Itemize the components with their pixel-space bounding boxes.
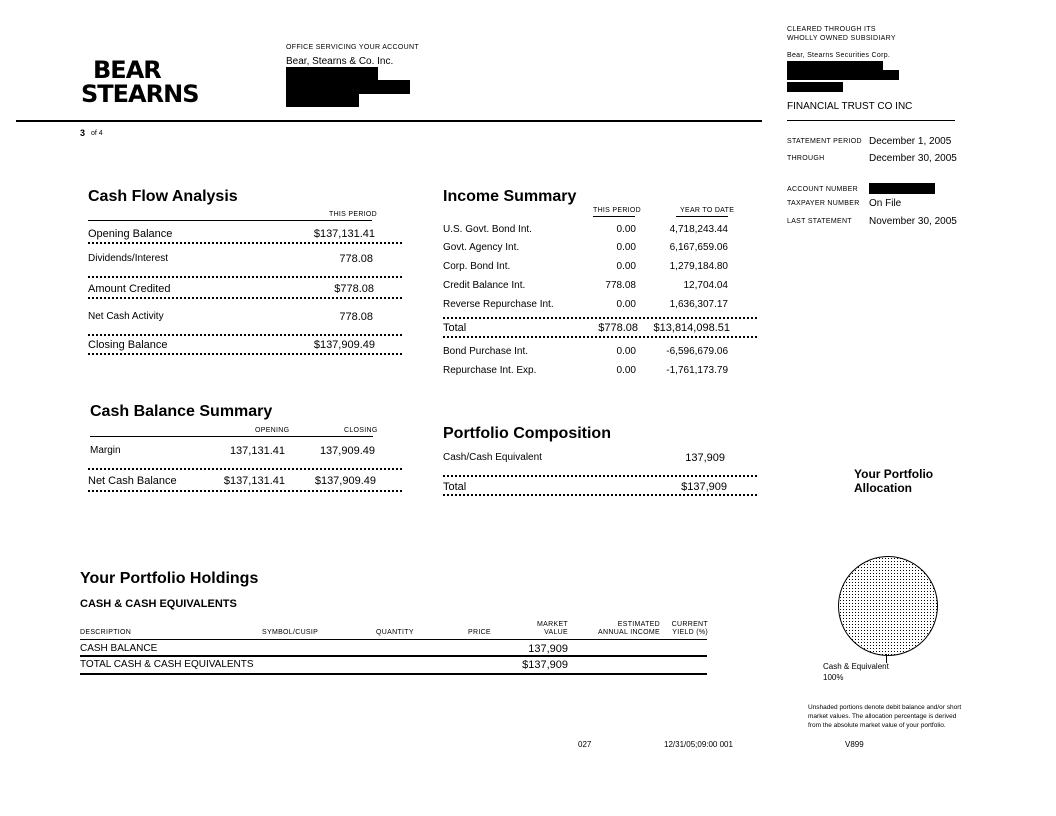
col-market-value-line-2: VALUE (544, 629, 568, 636)
page-of: of 4 (91, 130, 103, 137)
through-label: THROUGH (787, 155, 825, 162)
col-description: DESCRIPTION (80, 629, 132, 636)
redacted-clearing-3 (787, 82, 843, 92)
dotted-rule (88, 334, 402, 336)
cash-flow-header-rule (88, 220, 372, 221)
cash-balance-title: Cash Balance Summary (90, 403, 273, 420)
portfolio-comp-row-value: 137,909 (685, 452, 725, 464)
cash-flow-row-value: 778.08 (339, 311, 373, 323)
allocation-title-line-1: Your Portfolio (854, 467, 934, 481)
cash-flow-row-value: $778.08 (334, 283, 374, 295)
bear-stearns-logo (81, 58, 198, 106)
statement-period-value: December 1, 2005 (869, 136, 952, 147)
allocation-note-line: from the absolute market value of your portfolio. (808, 722, 946, 729)
holdings-total-rule (80, 673, 707, 675)
trust-name: FINANCIAL TRUST CO INC (787, 101, 913, 112)
col-annual-income-line-2: ANNUAL INCOME (598, 629, 660, 636)
cash-balance-col-closing: CLOSING (344, 427, 378, 434)
portfolio-composition-title: Portfolio Composition (443, 425, 611, 442)
income-row-ytd: -6,596,679.06 (666, 346, 728, 357)
income-col-rule (593, 216, 635, 217)
col-market-value (508, 621, 568, 637)
logo-line-2: STEARNS (81, 80, 199, 108)
cash-balance-row-label: Margin (90, 445, 121, 456)
dotted-rule (88, 297, 402, 299)
income-col-rule (676, 216, 728, 217)
dotted-rule (443, 475, 757, 477)
footer-code-1: 027 (578, 740, 592, 749)
col-quantity: QUANTITY (376, 629, 414, 636)
portfolio-comp-row-label: Cash/Cash Equivalent (443, 452, 542, 463)
income-row-label: Reverse Repurchase Int. (443, 299, 554, 310)
col-price: PRICE (468, 629, 491, 636)
income-row-ytd: 1,636,307.17 (669, 299, 728, 310)
holdings-header-rule (80, 639, 707, 640)
taxpayer-value: On File (869, 198, 902, 209)
cleared-name: Bear, Stearns Securities Corp. (787, 52, 891, 59)
footer-code-2: 12/31/05;09:00 001 (664, 740, 733, 749)
income-total-ytd: $13,814,098.51 (653, 322, 730, 334)
page-number: 3 (80, 128, 86, 138)
col-current-yield (660, 621, 708, 637)
taxpayer-label: TAXPAYER NUMBER (787, 200, 860, 207)
col-market-value-line-1: MARKET (537, 621, 568, 628)
through-value: December 30, 2005 (869, 153, 957, 164)
income-row-period: 0.00 (616, 224, 636, 235)
dotted-rule (88, 353, 402, 355)
cleared-line-1: CLEARED THROUGH ITS (787, 26, 876, 33)
header-rule-right (787, 120, 955, 121)
income-col-this-period: THIS PERIOD (593, 207, 642, 214)
col-current-yield-line-1: CURRENT (671, 621, 708, 628)
cash-balance-row-closing: 137,909.49 (319, 445, 375, 457)
cash-flow-row-value: $137,909.49 (313, 339, 375, 351)
col-annual-income-line-1: ESTIMATED (617, 621, 660, 628)
dotted-rule (88, 276, 402, 278)
income-row-label: Bond Purchase Int. (443, 346, 529, 357)
cash-balance-col-opening: OPENING (255, 427, 290, 434)
col-symbol: SYMBOL/CUSIP (262, 629, 319, 636)
holdings-row-market-value: 137,909 (528, 643, 568, 655)
footer-code-3: V899 (845, 740, 864, 749)
income-row-label: U.S. Govt. Bond Int. (443, 224, 532, 235)
allocation-title (854, 467, 933, 495)
redacted-account-number (869, 183, 935, 194)
cash-balance-row-label: Net Cash Balance (88, 475, 177, 487)
cash-flow-row-label: Amount Credited (88, 283, 171, 295)
portfolio-comp-total-value: $137,909 (681, 481, 727, 493)
pie-slice-label: Cash & Equivalent (823, 662, 889, 671)
pie-slice-percent: 100% (823, 673, 844, 682)
last-statement-label: LAST STATEMENT (787, 218, 852, 225)
statement-period-label: STATEMENT PERIOD (787, 138, 862, 145)
header-rule (16, 120, 762, 122)
cash-flow-row-label: Closing Balance (88, 339, 168, 351)
col-annual-income (590, 621, 660, 637)
account-number-label: ACCOUNT NUMBER (787, 186, 858, 193)
holdings-row-description: CASH BALANCE (80, 643, 158, 654)
income-total-label: Total (443, 322, 467, 334)
cash-flow-row-value: 778.08 (339, 253, 373, 265)
holdings-rule (80, 655, 707, 657)
cash-flow-row-value: $137,131.41 (313, 228, 375, 240)
income-row-period: 778.08 (605, 280, 636, 291)
holdings-title: Your Portfolio Holdings (80, 570, 259, 587)
cleared-line-2: WHOLLY OWNED SUBSIDIARY (787, 35, 896, 42)
redacted-clearing-2 (787, 70, 899, 80)
portfolio-comp-total-label: Total (443, 481, 467, 493)
dotted-rule (88, 490, 402, 492)
cash-flow-col-header: THIS PERIOD (329, 211, 378, 218)
cash-flow-row-label: Dividends/Interest (88, 253, 169, 264)
office-name: Bear, Stearns & Co. Inc. (286, 56, 394, 67)
cash-balance-header-rule (90, 436, 373, 437)
cash-flow-row-label: Opening Balance (88, 228, 173, 240)
income-summary-title: Income Summary (443, 188, 577, 205)
holdings-total-market-value: $137,909 (522, 659, 568, 671)
allocation-note-line: market values. The allocation percentage is derived (808, 713, 957, 720)
cash-balance-row-opening: 137,131.41 (229, 445, 285, 457)
dotted-rule (443, 336, 757, 338)
cash-balance-row-opening: $137,131.41 (223, 475, 285, 487)
logo-line-1: BEAR (93, 56, 161, 84)
col-current-yield-line-2: YIELD (%) (672, 629, 708, 636)
dotted-rule (88, 242, 402, 244)
income-row-label: Govt. Agency Int. (443, 242, 520, 253)
office-label: OFFICE SERVICING YOUR ACCOUNT (286, 44, 419, 51)
income-row-ytd: 4,718,243.44 (669, 224, 728, 235)
income-row-label: Credit Balance Int. (443, 280, 526, 291)
income-row-ytd: 6,167,659.06 (669, 242, 728, 253)
dotted-rule (443, 494, 757, 496)
dotted-rule (443, 317, 757, 319)
cash-balance-row-closing: $137,909.49 (314, 475, 376, 487)
redacted-address-2 (286, 80, 410, 94)
allocation-title-line-2: Allocation (854, 481, 913, 495)
income-row-ytd: -1,761,173.79 (666, 365, 728, 376)
redacted-address-3 (286, 93, 359, 107)
allocation-pie-chart (838, 556, 938, 656)
allocation-note-line: Unshaded portions denote debit balance and/or short (808, 704, 962, 711)
allocation-note (808, 703, 961, 730)
redacted-address-1 (286, 67, 378, 81)
holdings-total-description: TOTAL CASH & CASH EQUIVALENTS (80, 659, 254, 670)
income-row-period: 0.00 (616, 365, 636, 376)
income-row-label: Repurchase Int. Exp. (443, 365, 537, 376)
holdings-subtitle: CASH & CASH EQUIVALENTS (80, 598, 237, 610)
income-row-ytd: 1,279,184.80 (669, 261, 728, 272)
cash-flow-title: Cash Flow Analysis (88, 188, 238, 205)
income-row-ytd: 12,704.04 (683, 280, 728, 291)
income-total-period: $778.08 (598, 322, 638, 334)
income-row-period: 0.00 (616, 261, 636, 272)
dotted-rule (88, 468, 402, 470)
income-col-ytd: YEAR TO DATE (680, 207, 735, 214)
income-row-label: Corp. Bond Int. (443, 261, 511, 272)
income-row-period: 0.00 (616, 346, 636, 357)
cash-flow-row-label: Net Cash Activity (88, 311, 164, 322)
income-row-period: 0.00 (616, 299, 636, 310)
income-row-period: 0.00 (616, 242, 636, 253)
last-statement-value: November 30, 2005 (869, 216, 957, 227)
